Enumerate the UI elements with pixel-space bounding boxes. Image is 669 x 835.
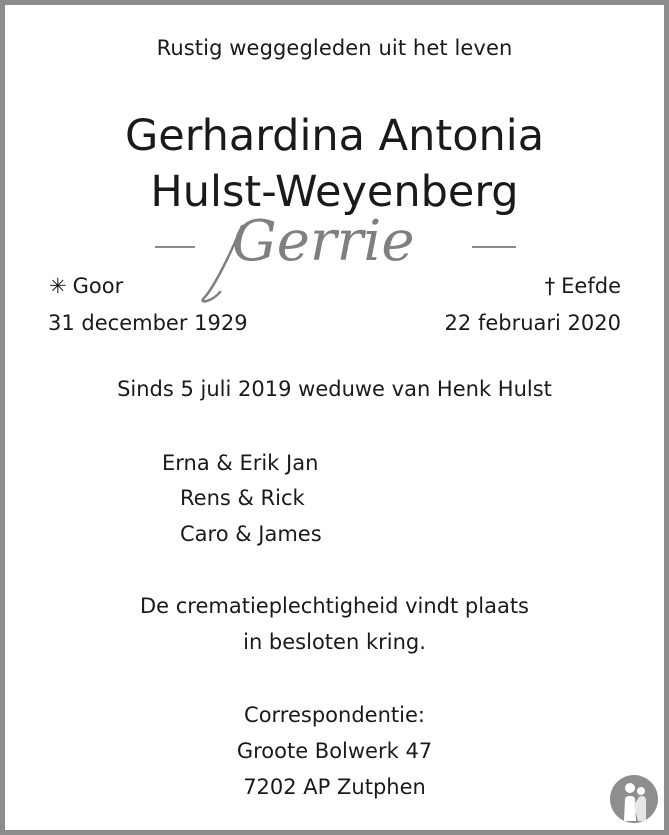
death-date: 22 februari 2020 — [444, 311, 621, 335]
nickname-dash-left — [155, 246, 195, 248]
ceremony-line-1: De crematieplechtigheid vindt plaats — [139, 594, 529, 618]
family-member: Caro & James — [180, 522, 322, 546]
nickname-signature — [190, 200, 470, 310]
memorial-logo-figure — [610, 775, 658, 823]
correspondence-postal: 7202 AP Zutphen — [243, 775, 426, 799]
birth-place — [49, 274, 123, 298]
family-member: Erna & Erik Jan — [162, 451, 319, 475]
birth-star-icon: ✳ — [49, 274, 67, 298]
death-cross-icon: † — [544, 274, 556, 298]
family-member: Rens & Rick — [180, 486, 305, 510]
nickname-dash-right — [472, 246, 516, 248]
widow-text: Sinds 5 juli 2019 weduwe van Henk Hulst — [117, 377, 552, 401]
correspondence-label: Correspondentie: — [244, 703, 425, 727]
birth-place-label: Goor — [72, 274, 124, 298]
correspondence-street: Groote Bolwerk 47 — [236, 739, 433, 763]
birth-date: 31 december 1929 — [48, 311, 248, 335]
nickname-text: Gerrie — [232, 209, 415, 274]
death-place-label: Eefde — [561, 274, 621, 298]
name-surname-line: Hulst-Weyenberg — [150, 167, 519, 217]
name-first-line: Gerhardina Antonia — [124, 111, 545, 161]
ceremony-line-2: in besloten kring. — [243, 630, 426, 654]
death-place — [545, 274, 621, 298]
intro-text: Rustig weggegleden uit het leven — [156, 36, 513, 60]
memorial-logo-icon — [610, 775, 658, 823]
